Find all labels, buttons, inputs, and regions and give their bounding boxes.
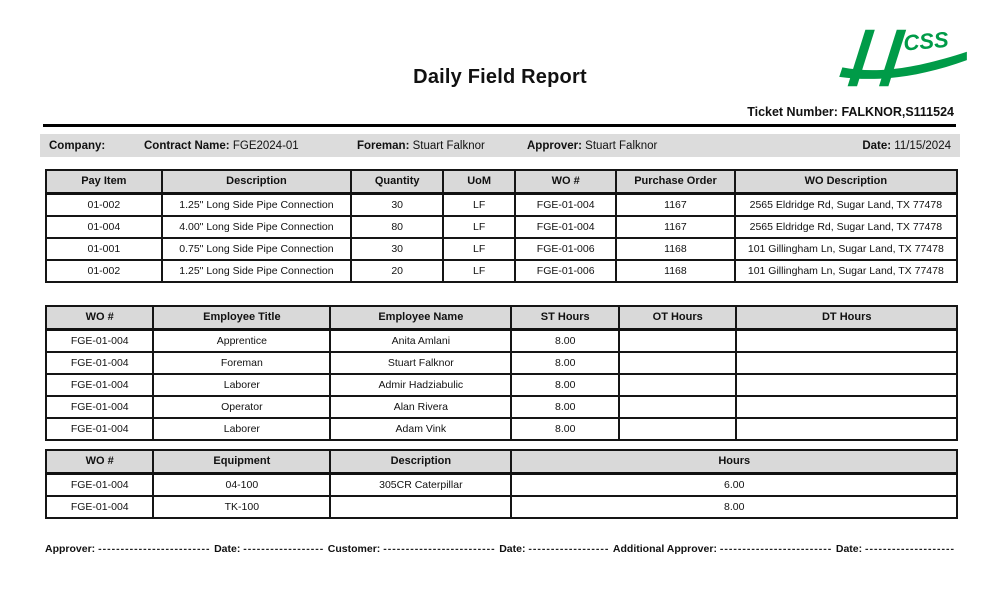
table-cell: 01-002 — [46, 260, 162, 282]
additional-approver-date — [836, 543, 955, 555]
customer-signature-line: ------------------------- — [383, 543, 496, 555]
table-cell: 101 Gillingham Ln, Sugar Land, TX 77478 — [735, 238, 957, 260]
customer-signature-label: Customer: — [327, 543, 381, 555]
contract-name-value: FGE2024-01 — [232, 139, 299, 152]
ticket-number-value: FALKNOR,S111524 — [841, 105, 954, 119]
approver-date — [214, 543, 324, 555]
table-cell: 8.00 — [511, 374, 618, 396]
report-info-bar — [40, 134, 960, 157]
table-cell: 01-001 — [46, 238, 162, 260]
table-cell: 101 Gillingham Ln, Sugar Land, TX 77478 — [735, 260, 957, 282]
info-approver — [527, 140, 862, 152]
table-cell: FGE-01-004 — [46, 374, 153, 396]
date-label: Date: — [862, 139, 892, 152]
column-header: Employee Title — [153, 306, 330, 330]
table-cell: Laborer — [153, 374, 330, 396]
table-cell: Laborer — [153, 418, 330, 440]
column-header: OT Hours — [619, 306, 737, 330]
approver-signature — [45, 543, 211, 555]
approver-signature-line: ------------------------- — [98, 543, 211, 555]
table-cell — [736, 330, 957, 353]
info-contract-name — [144, 140, 357, 152]
column-header: DT Hours — [736, 306, 957, 330]
foreman-value: Stuart Falknor — [412, 139, 485, 152]
table-cell: 0.75" Long Side Pipe Connection — [162, 238, 351, 260]
table-cell: 01-002 — [46, 194, 162, 217]
table-cell: LF — [443, 216, 515, 238]
table-cell: 8.00 — [511, 418, 618, 440]
table-cell: Anita Amlani — [330, 330, 511, 353]
pay-items-table — [45, 169, 958, 283]
table-cell: 4.00" Long Side Pipe Connection — [162, 216, 351, 238]
table-cell: 30 — [351, 194, 443, 217]
table-cell: 305CR Caterpillar — [330, 474, 511, 497]
table-cell: Apprentice — [153, 330, 330, 353]
approver-label: Approver: — [527, 139, 582, 152]
table-cell: FGE-01-004 — [515, 194, 616, 217]
ticket-number-label: Ticket Number: — [747, 105, 838, 119]
table-cell: 80 — [351, 216, 443, 238]
foreman-label: Foreman: — [357, 139, 410, 152]
table-cell: Foreman — [153, 352, 330, 374]
signature-row — [45, 543, 955, 555]
table-cell: Operator — [153, 396, 330, 418]
column-header: Description — [162, 170, 351, 194]
table-cell: FGE-01-004 — [46, 474, 153, 497]
table-row — [46, 194, 957, 217]
header-row — [46, 450, 957, 474]
report-tables — [45, 169, 958, 519]
column-header: Purchase Order — [616, 170, 734, 194]
column-header: WO # — [515, 170, 616, 194]
table-cell: 1168 — [616, 238, 734, 260]
customer-signature — [328, 543, 496, 555]
table-cell — [619, 396, 737, 418]
additional-approver-signature — [613, 543, 832, 555]
column-header: WO # — [46, 450, 153, 474]
table-cell: 2565 Eldridge Rd, Sugar Land, TX 77478 — [735, 194, 957, 217]
table-cell: FGE-01-004 — [46, 330, 153, 353]
table-row — [46, 396, 957, 418]
info-foreman — [357, 140, 527, 152]
table-cell — [619, 374, 737, 396]
approver-value: Stuart Falknor — [585, 139, 658, 152]
info-date — [862, 140, 951, 152]
table-cell: FGE-01-004 — [46, 496, 153, 518]
column-header: UoM — [443, 170, 515, 194]
table-cell — [736, 418, 957, 440]
column-header: Hours — [511, 450, 957, 474]
table-cell: 20 — [351, 260, 443, 282]
table-cell: FGE-01-004 — [46, 352, 153, 374]
header-divider — [43, 124, 956, 127]
table-cell: 04-100 — [153, 474, 330, 497]
page-title: Daily Field Report — [413, 66, 587, 88]
table-cell — [736, 396, 957, 418]
approver-signature-label: Approver: — [45, 543, 96, 555]
date-value: 11/15/2024 — [894, 139, 951, 152]
logo-css-text: CSS — [902, 26, 950, 56]
table-cell: FGE-01-004 — [46, 418, 153, 440]
table-cell: Adam Vink — [330, 418, 511, 440]
table-cell: Stuart Falknor — [330, 352, 511, 374]
employees-table — [45, 305, 958, 441]
header-row — [46, 170, 957, 194]
info-company — [49, 140, 144, 152]
table-cell: LF — [443, 238, 515, 260]
table-cell: 2565 Eldridge Rd, Sugar Land, TX 77478 — [735, 216, 957, 238]
table-cell: 1168 — [616, 260, 734, 282]
column-header: WO # — [46, 306, 153, 330]
table-cell — [736, 374, 957, 396]
table-cell: LF — [443, 194, 515, 217]
additional-approver-date-label: Date: — [835, 543, 863, 555]
table-row — [46, 418, 957, 440]
table-row — [46, 352, 957, 374]
column-header: Employee Name — [330, 306, 511, 330]
table-cell: LF — [443, 260, 515, 282]
table-cell: 1.25" Long Side Pipe Connection — [162, 260, 351, 282]
table-cell: 8.00 — [511, 352, 618, 374]
table-cell: 8.00 — [511, 496, 957, 518]
table-cell: 8.00 — [511, 330, 618, 353]
table-cell — [330, 496, 511, 518]
table-cell: Admir Hadziabulic — [330, 374, 511, 396]
table-row — [46, 260, 957, 282]
hcss-logo-icon — [834, 24, 970, 92]
approver-date-line: ------------------ — [243, 543, 325, 555]
additional-approver-line: ------------------------- — [719, 543, 833, 555]
column-header: ST Hours — [511, 306, 618, 330]
ticket-number — [0, 105, 954, 119]
equipment-table — [45, 449, 958, 519]
table-cell — [619, 352, 737, 374]
customer-date-label: Date: — [499, 543, 526, 555]
table-cell — [619, 330, 737, 353]
customer-date-line: ------------------ — [528, 543, 610, 555]
table-cell: 6.00 — [511, 474, 957, 497]
company-label: Company: — [49, 139, 106, 152]
table-cell: Alan Rivera — [330, 396, 511, 418]
table-row — [46, 496, 957, 518]
table-cell: 30 — [351, 238, 443, 260]
additional-approver-date-line: -------------------- — [865, 543, 955, 555]
contract-name-label: Contract Name: — [144, 139, 230, 152]
table-cell — [736, 352, 957, 374]
column-header: Pay Item — [46, 170, 162, 194]
table-row — [46, 330, 957, 353]
approver-date-label: Date: — [214, 543, 241, 555]
table-cell: 01-004 — [46, 216, 162, 238]
table-cell: 1.25" Long Side Pipe Connection — [162, 194, 351, 217]
table-row — [46, 216, 957, 238]
table-cell: FGE-01-004 — [46, 396, 153, 418]
table-cell: 1167 — [616, 216, 734, 238]
column-header: Equipment — [153, 450, 330, 474]
column-header: WO Description — [735, 170, 957, 194]
table-cell: FGE-01-006 — [515, 260, 616, 282]
header-row — [46, 306, 957, 330]
table-cell: 1167 — [616, 194, 734, 217]
column-header: Description — [330, 450, 511, 474]
table-cell: 8.00 — [511, 396, 618, 418]
customer-date — [499, 543, 609, 555]
table-cell: FGE-01-004 — [515, 216, 616, 238]
table-row — [46, 238, 957, 260]
additional-approver-label: Additional Approver: — [612, 543, 717, 555]
table-cell — [619, 418, 737, 440]
column-header: Quantity — [351, 170, 443, 194]
table-row — [46, 374, 957, 396]
table-cell: FGE-01-006 — [515, 238, 616, 260]
table-row — [46, 474, 957, 497]
table-cell: TK-100 — [153, 496, 330, 518]
